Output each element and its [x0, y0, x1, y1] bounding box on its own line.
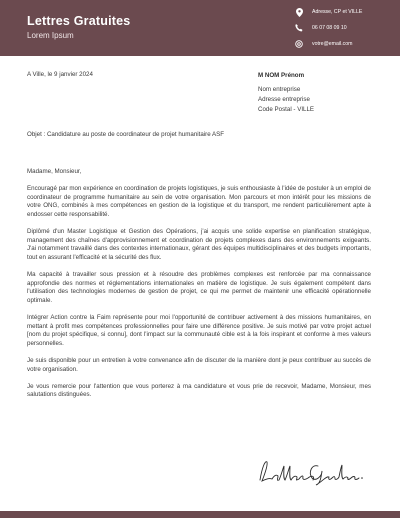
contact-address-text: Adresse, CP et VILLE — [312, 9, 363, 15]
recipient-city: Code Postal - VILLE — [258, 106, 315, 113]
brand-title: Lettres Gratuites — [27, 14, 131, 28]
place-date: A Ville, le 9 janvier 2024 — [27, 71, 93, 78]
contact-address — [294, 6, 362, 18]
contact-email — [294, 38, 352, 50]
paragraph-1: Encouragé par mon expérience en coordination de projets logistiques, je suis enthousiaste à l'idée de postuler à un emploi de coordinateur de programme humanitaire au sein de votre organisation. Mon parcours et mon intérêt pour les missions de votre ONG, combinés à mes compétences en gestion de la logistique et du transport, me rendent particulièrement apte à endosser cette responsabilité. — [27, 185, 371, 218]
paragraph-3: Ma capacité à travailler sous pression et à résoudre des problèmes complexes est renforcée par ma connaissance approfondie des normes et réglementations internationales en matière de logistique. Je suis également compétent dans l'utilisation des technologies modernes de gestion de projet, ce qui me permet de maintenir une efficacité opérationnelle optimale. — [27, 271, 371, 304]
location-pin-icon — [294, 7, 304, 17]
recipient-address: Adresse entreprise — [258, 96, 310, 103]
paragraph-5: Je suis disponible pour un entretien à votre convenance afin de discuter de la manière dont je peux contribuer au succès de votre organisation. — [27, 357, 371, 373]
paragraph-6: Je vous remercie pour l'attention que vous porterez à ma candidature et vous prie de recevoir, Madame, Monsieur, mes salutations distinguées. — [27, 382, 371, 399]
paragraph-4: Intégrer Action contre la Faim représente pour moi l'opportunité de contribuer activement à des missions humanitaires, en mettant à profit mes compétences professionnelles pour faire une différence positive. Je suis motivé par votre projet actuel [nom du projet spécifique, si connu], dont l'impact sur la communauté cible est à la fois inspirant et conforme à mes valeurs personnelles. — [27, 314, 371, 347]
recipient-company: Nom entreprise — [258, 86, 301, 93]
handwritten-signature — [256, 454, 366, 488]
contact-phone — [294, 22, 347, 34]
recipient-block — [258, 71, 314, 115]
paragraph-2: Diplômé d'un Master Logistique et Gestion des Opérations, j'ai acquis une solide expertise en planification stratégique, management des chaînes d'approvisionnement et coordination de projets complexes dans des environnements exigeants. J'ai notamment travaillé dans des contextes internationaux, gérant des équipes multidisciplinaires et des budgets importants, tout en assurant l'efficacité et la sécurité des flux. — [27, 228, 371, 261]
letter-header — [0, 0, 400, 56]
letter-subject: Objet : Candidature au poste de coordinateur de projet humanitaire ASF — [27, 131, 225, 138]
at-sign-icon — [294, 39, 304, 49]
phone-icon — [294, 23, 304, 33]
letter-body — [27, 168, 371, 409]
salutation: Madame, Monsieur, — [27, 168, 82, 175]
contact-email-text: votre@email.com — [312, 41, 353, 47]
brand-subtitle: Lorem Ipsum — [27, 31, 74, 40]
footer-bar — [0, 511, 400, 518]
contact-phone-text: 06 07 08 09 10 — [312, 25, 347, 31]
recipient-name: M NOM Prénom — [258, 72, 305, 79]
